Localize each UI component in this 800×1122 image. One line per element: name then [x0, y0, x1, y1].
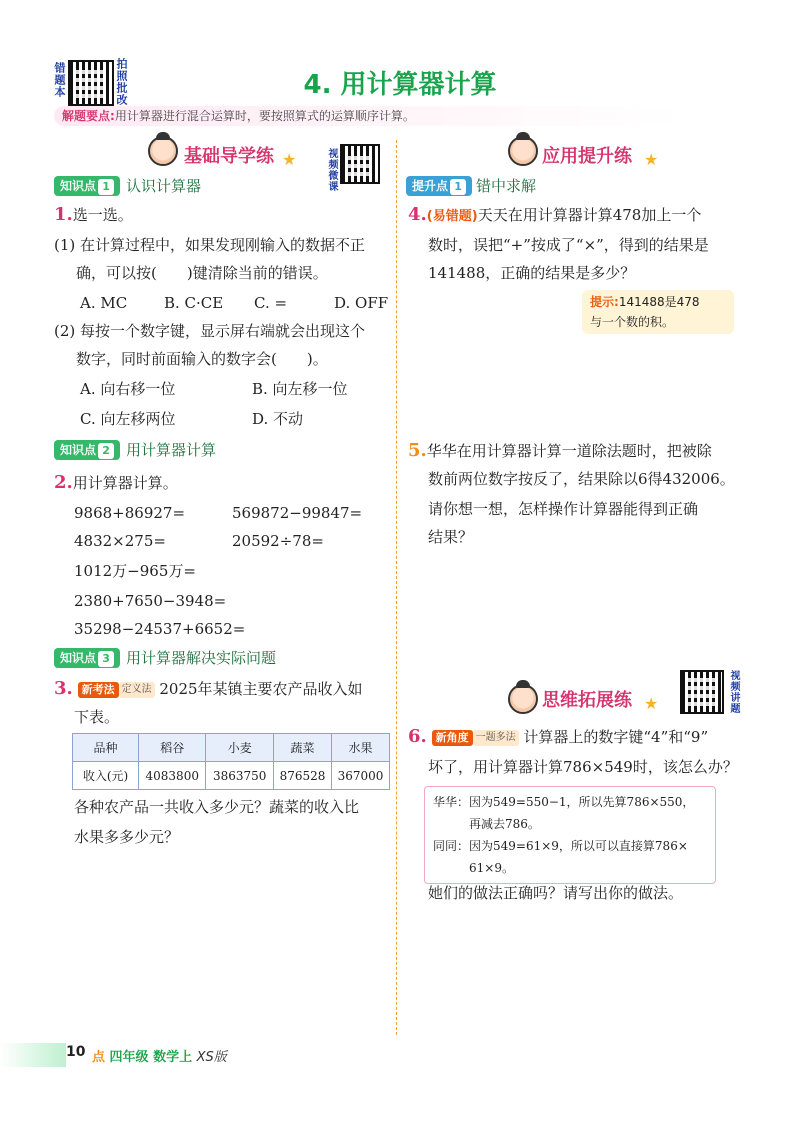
question-1: 1.选一选。 [54, 204, 133, 225]
table-cell: 收入(元) [73, 762, 139, 790]
method-huahua-line2: 再减去786。 [469, 817, 540, 831]
footer-band [0, 1043, 66, 1067]
q6-question: 她们的做法正确吗？请写出你的做法。 [428, 884, 684, 902]
q4-line3: 141488，正确的结果是多少？ [428, 264, 636, 282]
table-header-row [73, 734, 390, 762]
video-label: 视频微课 [326, 148, 337, 192]
knowledge-point-2-title: 用计算器计算 [126, 441, 217, 459]
question-number: 2. [54, 472, 73, 493]
q2-item-7: 35298−24537+6652= [74, 620, 246, 638]
solution-tip [54, 106, 684, 126]
q1-part2-option-b[interactable]: B. 向左移一位 [252, 380, 348, 398]
improvement-point-title: 错中求解 [476, 177, 537, 195]
table-header-cell: 稻谷 [139, 734, 206, 762]
star-icon: ★ [644, 694, 659, 713]
tip-text: 用计算器进行混合运算时，要按照算式的运算顺序计算。 [114, 109, 415, 123]
star-icon: ★ [282, 150, 297, 169]
section-title-application: 应用提升练 [542, 146, 632, 167]
question-number: 5. [408, 440, 427, 461]
grade-subject: 四年级 数学上 [109, 1050, 193, 1065]
q1-part2-line1: (2) 每按一个数字键，显示屏右端就会出现这个 [54, 322, 366, 340]
q2-item-3: 4832×275= [74, 532, 166, 550]
q2-item-5: 1012万−965万= [74, 562, 196, 580]
mascot-icon [508, 136, 538, 166]
method-tongtong-line1: 同同：因为549=61×9，所以可以直接算786× [433, 839, 688, 853]
q3-question-line2: 水果多多少元？ [74, 828, 180, 846]
table-row [73, 762, 390, 790]
q6-methods-box [424, 786, 716, 884]
q2-item-2: 569872−99847= [232, 504, 363, 522]
q4-line2: 数时，误把“+”按成了“×”，得到的结果是 [428, 236, 709, 254]
table-header-cell: 蔬菜 [273, 734, 331, 762]
q5-line3: 请你想一想，怎样操作计算器能得到正确 [428, 500, 699, 518]
knowledge-point-1-title: 认识计算器 [126, 177, 202, 195]
new-angle-tag: 新角度 [432, 730, 473, 746]
question-number: 6. [408, 726, 427, 747]
table-cell: 367000 [331, 762, 389, 790]
tip-label: 解题要点: [62, 109, 115, 123]
q1-option-d[interactable]: D. OFF [334, 294, 389, 312]
mascot-icon [148, 136, 178, 166]
question-number: 1. [54, 204, 73, 225]
table-cell: 4083800 [139, 762, 206, 790]
table-cell: 3863750 [206, 762, 273, 790]
video-label-2: 视频讲题 [728, 670, 739, 714]
multi-method-tag: 一题多法 [473, 730, 519, 746]
page-number: 10 [66, 1044, 86, 1060]
question-2: 2.用计算器计算。 [54, 472, 178, 493]
qr-explain-icon[interactable] [680, 670, 724, 714]
definition-tag: 定义法 [119, 682, 155, 698]
table-header-cell: 品种 [73, 734, 139, 762]
q1-option-b[interactable]: B. C·CE [164, 294, 224, 312]
q1-part1-line2: 确，可以按( )键清除当前的错误。 [76, 264, 328, 282]
method-huahua-line1: 华华：因为549=550−1，所以先算786×550， [433, 795, 695, 809]
q1-part2-option-c[interactable]: C. 向左移两位 [80, 410, 176, 428]
q3-question-line1: 各种农产品一共收入多少元？蔬菜的收入比 [74, 798, 360, 816]
qr-left-label: 错题本 [53, 62, 66, 98]
q1-option-c[interactable]: C. = [254, 294, 288, 312]
section-title-thinking: 思维拓展练 [542, 690, 632, 711]
question-number: 3. [54, 678, 73, 699]
footer-book-info [92, 1046, 227, 1065]
question-5: 5.华华在用计算器计算一道除法题时，把被除 [408, 440, 712, 461]
improvement-point-badge: 提升点 1 [406, 176, 472, 196]
method-tongtong-line2: 61×9。 [469, 861, 514, 875]
question-6: 6. 新角度 一题多法 计算器上的数字键“4”和“9” [408, 726, 709, 747]
q4-hint-box: 提示:141488是478 与一个数的积。 [582, 290, 734, 334]
q1-part2-option-d[interactable]: D. 不动 [252, 410, 304, 428]
q1-part2-option-a[interactable]: A. 向右移一位 [80, 380, 176, 398]
q3-stem-line2: 下表。 [74, 708, 120, 726]
hint-label: 提示: [590, 295, 619, 309]
question-number: 4. [408, 204, 427, 225]
error-prone-tag: (易错题) [426, 209, 478, 224]
q5-line4: 结果？ [428, 528, 474, 546]
q6-line2: 坏了，用计算器计算786×549时，该怎么办？ [428, 758, 738, 776]
knowledge-point-3-badge: 知识点 3 [54, 648, 120, 668]
edition: XS版 [196, 1050, 227, 1065]
q1-option-a[interactable]: A. MC [80, 294, 128, 312]
q1-part1-line1: (1) 在计算过程中，如果发现刚输入的数据不正 [54, 236, 366, 254]
produce-income-table [72, 733, 390, 790]
table-header-cell: 水果 [331, 734, 389, 762]
new-method-tag: 新考法 [78, 682, 119, 698]
q2-item-1: 9868+86927= [74, 504, 186, 522]
q1-part2-line2: 数字，同时前面输入的数字会( )。 [76, 350, 328, 368]
knowledge-point-2-badge: 知识点 2 [54, 440, 120, 460]
knowledge-point-1-badge: 知识点 1 [54, 176, 120, 196]
brand-logo: 点 [92, 1050, 106, 1065]
qr-right-label: 拍照批改 [115, 58, 128, 106]
mascot-icon [508, 684, 538, 714]
table-header-cell: 小麦 [206, 734, 273, 762]
question-3: 3. 新考法 定义法 2025年某镇主要农产品收入如 [54, 678, 363, 699]
page-title: 4. 用计算器计算 [303, 70, 497, 100]
qr-video-icon[interactable] [340, 144, 380, 184]
q2-item-4: 20592÷78= [232, 532, 324, 550]
table-cell: 876528 [273, 762, 331, 790]
column-divider [396, 140, 397, 1035]
section-title-basic: 基础导学练 [184, 146, 274, 167]
star-icon: ★ [644, 150, 659, 169]
q5-line2: 数前两位数字按反了，结果除以6得432006。 [428, 470, 735, 488]
question-4: 4.(易错题)天天在用计算器计算478加上一个 [408, 204, 702, 225]
knowledge-point-3-title: 用计算器解决实际问题 [126, 649, 277, 667]
q2-item-6: 2380+7650−3948= [74, 592, 227, 610]
